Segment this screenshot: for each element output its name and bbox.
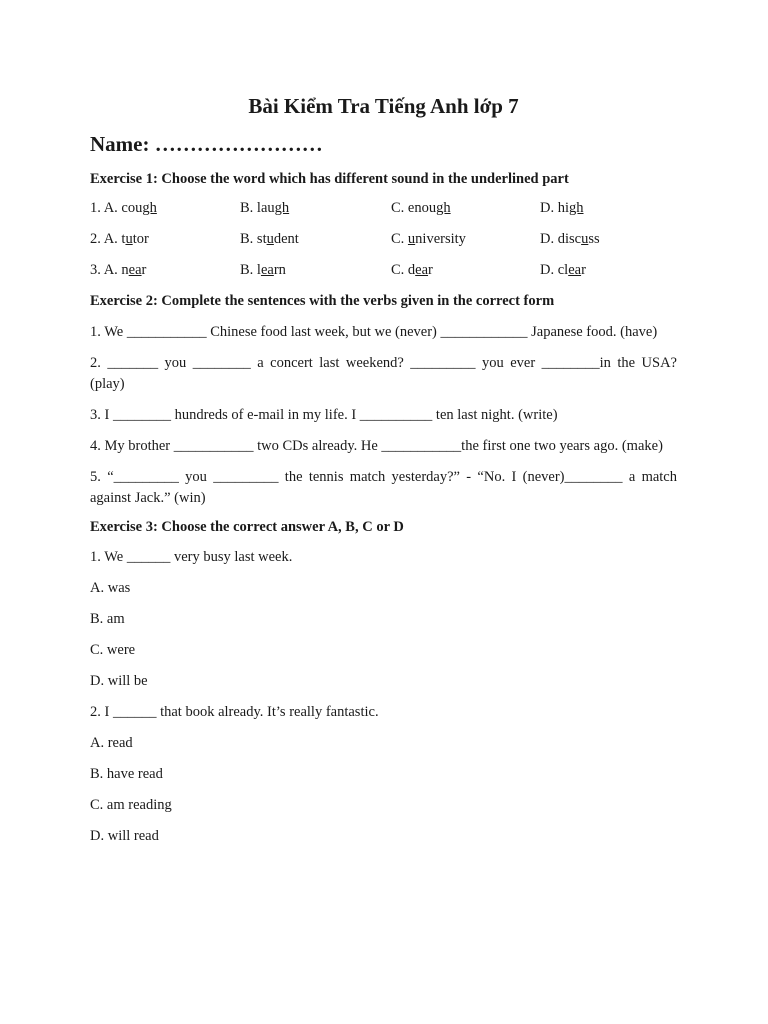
option-text: 3. A. n	[90, 262, 129, 278]
answer-option-1b: B. am	[90, 611, 125, 627]
answer-option-2c: C. am reading	[90, 797, 172, 813]
option-text: B. st	[240, 231, 267, 247]
option-text: B. l	[240, 262, 261, 278]
option-text: D. cl	[540, 262, 569, 278]
exercise-2-sentence-5: 5. “_________ you _________ the tennis match yesterday?” - “No. I (never)________ a match against Jack.” (win)	[90, 469, 677, 506]
exercise-1-row-2	[90, 231, 677, 250]
underlined-part: u	[581, 231, 589, 247]
underlined-part: gh	[142, 200, 157, 216]
exercise-2-heading: Exercise 2: Complete the sentences with the verbs given in the correct form	[90, 293, 555, 309]
exercise-2	[90, 293, 677, 509]
option-text: 2. A. t	[90, 231, 126, 247]
underlined-part: gh	[274, 200, 290, 216]
option-3d	[540, 262, 677, 281]
exercise-2-sentence-3: 3. I ________ hundreds of e-mail in my life. I __________ ten last night. (write)	[90, 407, 558, 423]
option-1d	[540, 200, 677, 219]
exercise-1-row-1	[90, 200, 677, 219]
option-1c	[391, 200, 540, 219]
option-text: C. enou	[391, 200, 437, 216]
option-text: 1. A. cou	[90, 200, 143, 216]
answer-option-1d: D. will be	[90, 673, 148, 689]
answer-option-1a: A. was	[90, 580, 131, 596]
option-text: ss	[588, 231, 600, 247]
exercise-3-question-2: 2. I ______ that book already. It’s really fantastic.	[90, 704, 379, 720]
underlined-part: ea	[260, 262, 274, 278]
option-2a	[90, 231, 240, 250]
exercise-3-heading: Exercise 3: Choose the correct answer A, B, C or D	[90, 519, 404, 535]
option-text: tor	[132, 231, 149, 247]
exercise-1-heading: Exercise 1: Choose the word which has different sound in the underlined part	[90, 171, 569, 187]
option-2d	[540, 231, 677, 250]
answer-option-2a: A. read	[90, 735, 133, 751]
option-text: r	[581, 262, 586, 278]
option-text: rn	[273, 262, 286, 278]
option-3a	[90, 262, 240, 281]
option-2b	[240, 231, 391, 250]
option-text: D. disc	[540, 231, 582, 247]
answer-option-1c: C. were	[90, 642, 136, 658]
option-text: B. lau	[240, 200, 275, 216]
answer-option-2d: D. will read	[90, 828, 159, 844]
answer-option-2b: B. have read	[90, 766, 163, 782]
option-3b	[240, 262, 391, 281]
worksheet-content	[90, 94, 677, 858]
option-1a	[90, 200, 240, 219]
exercise-2-sentence-2: 2. _______ you ________ a concert last weekend? _________ you ever ________in the USA? (play)	[90, 355, 677, 392]
option-text: D. hi	[540, 200, 569, 216]
option-text: C. d	[391, 262, 416, 278]
underlined-part: u	[266, 231, 274, 247]
exercise-2-sentence-4: 4. My brother ___________ two CDs already. He ___________the first one two years ago. (make)	[90, 438, 663, 454]
exercise-2-sentences	[90, 322, 677, 509]
name-field-line: Name: ……………………	[90, 132, 323, 156]
underlined-part: ea	[128, 262, 142, 278]
underlined-part: u	[125, 231, 133, 247]
option-3c	[391, 262, 540, 281]
exercise-3-question-1: 1. We ______ very busy last week.	[90, 549, 293, 565]
underlined-part: ea	[568, 262, 582, 278]
exercise-1-row-3	[90, 262, 677, 281]
option-1b	[240, 200, 391, 219]
option-text: r	[141, 262, 147, 278]
exercise-1	[90, 171, 677, 281]
exercise-2-sentence-1: 1. We ___________ Chinese food last week, but we (never) ____________ Japanese food. (have)	[90, 324, 658, 340]
option-2c	[391, 231, 540, 250]
underlined-part: gh	[569, 200, 584, 216]
exercise-3	[90, 519, 677, 846]
option-text: niversity	[415, 231, 466, 247]
underlined-part: gh	[436, 200, 451, 216]
underlined-part: ea	[415, 262, 429, 278]
option-text: C.	[391, 231, 408, 247]
option-text: r	[428, 262, 433, 278]
page-title: Bài Kiểm Tra Tiếng Anh lớp 7	[248, 94, 519, 118]
option-text: dent	[273, 231, 299, 247]
underlined-part: u	[407, 231, 416, 247]
